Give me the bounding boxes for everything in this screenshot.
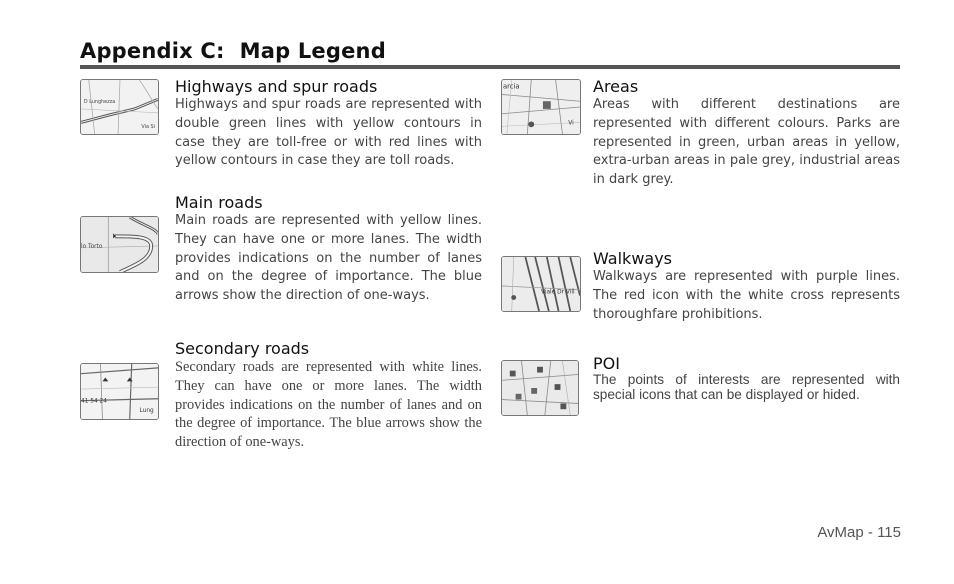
- entry-description: Walkways are represented with purple lines. The red icon with the white cross represents thoroughfare prohibitions.: [593, 269, 900, 322]
- thumb-label: D Lunghezza: [83, 100, 116, 106]
- entry-heading: Walkways: [593, 249, 673, 268]
- entry-description: Secondary roads are represented with white lines. They can have one or more lanes. The width provides indications on the number of lanes and on the degree of importance. The blue arrows show the direction of one-ways.: [175, 359, 482, 451]
- thumb-label: Lung: [139, 408, 154, 415]
- secondary-roads-map-thumbnail: [80, 363, 159, 420]
- entry-description: Highways and spur roads are represented with double green lines with yellow contours in case they are toll-free or with red lines with yellow contours in case they are toll roads.: [175, 97, 482, 169]
- main-roads-map-thumbnail: [80, 216, 159, 273]
- highways-map-thumbnail: [80, 79, 159, 135]
- entry-heading: Secondary roads: [175, 339, 310, 358]
- walkways-map-thumbnail: [501, 256, 581, 312]
- thumb-label: Viale Dr Vill: [541, 289, 575, 296]
- thumb-label: Via Si: [141, 125, 155, 131]
- areas-map-thumbnail: [501, 79, 581, 135]
- entry-heading: Highways and spur roads: [175, 77, 378, 96]
- entry-heading: Main roads: [175, 193, 263, 212]
- thumb-label: lo Torto: [81, 243, 103, 250]
- title-divider: [80, 65, 900, 69]
- entry-description: The points of interests are represented with special icons that can be displayed or hided.: [593, 372, 900, 402]
- page-number: AvMap - 115: [817, 524, 901, 541]
- thumb-label: Vi: [568, 120, 574, 127]
- entry-description: Main roads are represented with yellow lines. They can have one or more lanes. The width provides indications on the number of lanes and on the degree of importance. The blue arrows show the direction of one-ways.: [175, 213, 482, 304]
- entry-description: Areas with different destinations are represented with different colours. Parks are represented in green, urban areas in yellow, extra-urban areas in pale grey, industrial areas in dark grey.: [593, 97, 900, 188]
- entry-heading: Areas: [593, 77, 639, 96]
- poi-map-thumbnail: [501, 360, 579, 416]
- thumb-label: arcia: [502, 82, 520, 91]
- entry-heading: POI: [593, 354, 620, 373]
- page-title: Appendix C: Map Legend: [80, 39, 386, 63]
- thumb-label: 41 54 24: [81, 398, 107, 405]
